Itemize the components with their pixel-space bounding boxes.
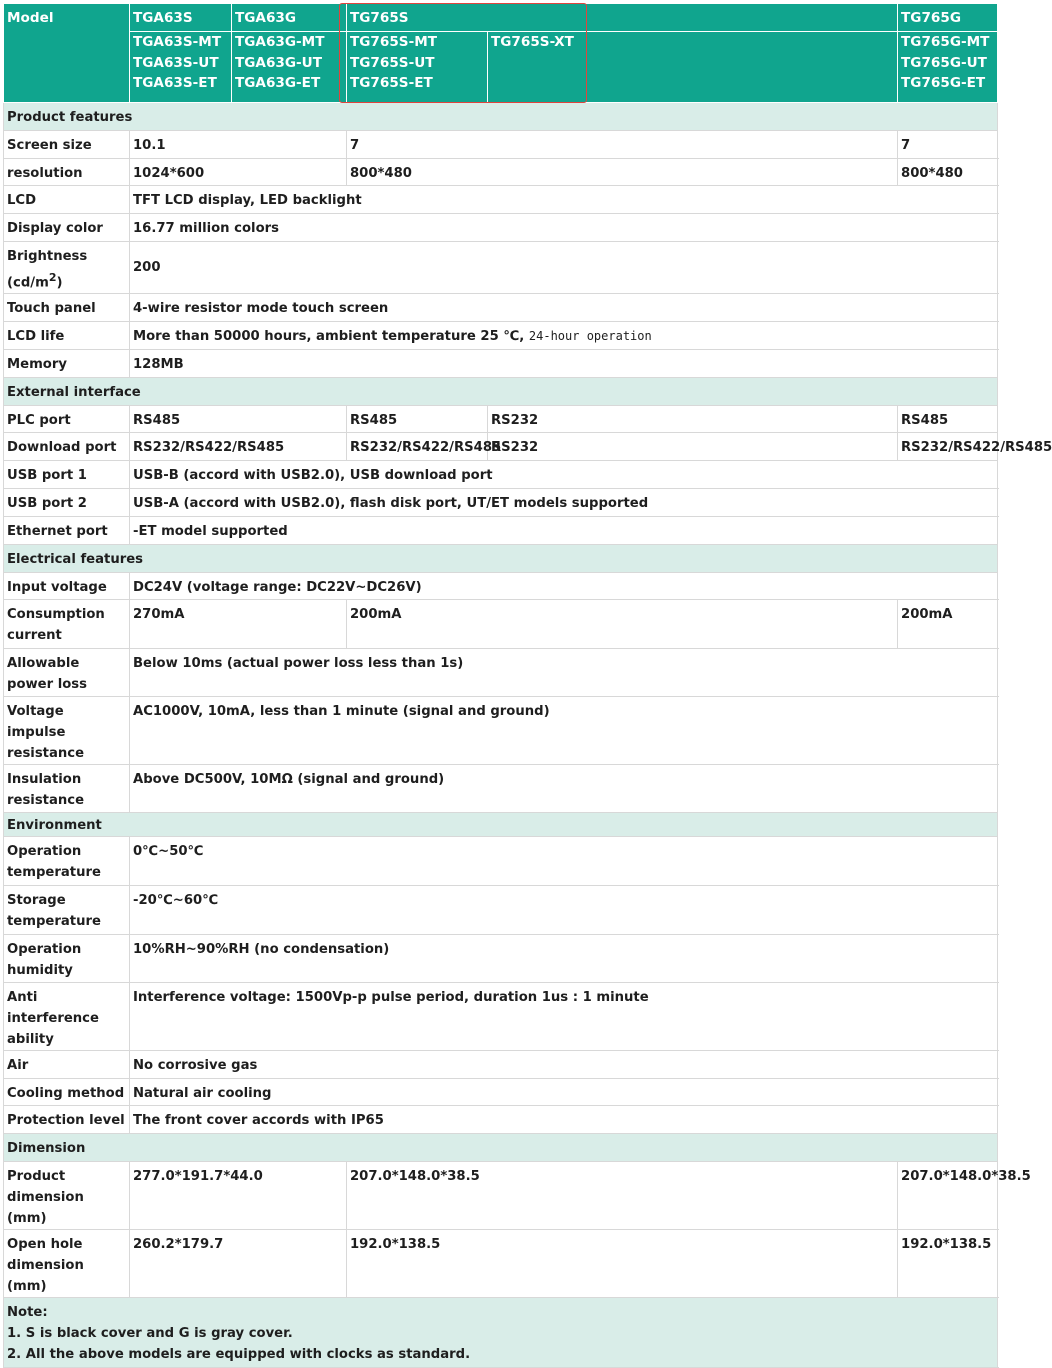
family-tga63s: TGA63S bbox=[130, 4, 232, 32]
cell-value: 200 bbox=[130, 242, 998, 294]
row-label-ethernet-port: Ethernet port bbox=[4, 517, 130, 545]
cell-value: More than 50000 hours, ambient temperature 25 ℃, 24-hour operation bbox=[130, 322, 998, 350]
cell-tg765g: RS485 bbox=[898, 406, 998, 433]
cell-tg765s-xt: RS232 bbox=[488, 433, 898, 461]
row-label-touch-panel: Touch panel bbox=[4, 294, 130, 322]
row-label-download-port: Download port bbox=[4, 433, 130, 461]
cell-tg765g: 192.0*138.5 bbox=[898, 1230, 998, 1298]
row-label-consumption-current: Consumption current bbox=[4, 600, 130, 649]
row-label-allowable-power-loss: Allowable power loss bbox=[4, 649, 130, 697]
model-header: Model bbox=[4, 4, 130, 103]
cell-tg765g: 800*480 bbox=[898, 159, 998, 186]
row-label-operation-humidity: Operation humidity bbox=[4, 935, 130, 983]
cell-tga: 270mA bbox=[130, 600, 347, 649]
cell-tg765s: RS232/RS422/RS485 bbox=[347, 433, 488, 461]
variants-tga63s: TGA63S-MT TGA63S-UT TGA63S-ET bbox=[130, 32, 232, 103]
family-tg765s: TG765S bbox=[347, 4, 898, 32]
note-title: Note: bbox=[7, 1305, 48, 1321]
cell-value: USB-B (accord with USB2.0), USB download port bbox=[130, 461, 998, 489]
cell-value: Below 10ms (actual power loss less than 1s) bbox=[130, 649, 998, 697]
cell-value: DC24V (voltage range: DC22V~DC26V) bbox=[130, 573, 998, 600]
note-line: 1. S is black cover and G is gray cover. bbox=[7, 1326, 293, 1342]
cell-tg765g: 200mA bbox=[898, 600, 998, 649]
cell-value: -20℃~60℃ bbox=[130, 886, 998, 935]
row-label-plc-port: PLC port bbox=[4, 406, 130, 433]
cell-value: Natural air cooling bbox=[130, 1079, 998, 1106]
cell-tga: 1024*600 bbox=[130, 159, 347, 186]
cell-tg765s: 207.0*148.0*38.5 bbox=[347, 1162, 898, 1230]
row-label-resolution: resolution bbox=[4, 159, 130, 186]
row-label-display-color: Display color bbox=[4, 214, 130, 242]
variants-tga63g: TGA63G-MT TGA63G-UT TGA63G-ET bbox=[232, 32, 347, 103]
cell-tg765s: 192.0*138.5 bbox=[347, 1230, 898, 1298]
variants-tg765g: TG765G-MT TG765G-UT TG765G-ET bbox=[898, 32, 998, 103]
section-electrical-features: Electrical features bbox=[4, 545, 998, 573]
variant-tg765s-xt: TG765S-XT bbox=[488, 32, 898, 103]
cell-tga: RS232/RS422/RS485 bbox=[130, 433, 347, 461]
row-label-protection-level: Protection level bbox=[4, 1106, 130, 1134]
row-label-screen-size: Screen size bbox=[4, 131, 130, 159]
cell-tga: RS485 bbox=[130, 406, 347, 433]
cell-value: No corrosive gas bbox=[130, 1051, 998, 1079]
row-label-insulation-resistance: Insulation resistance bbox=[4, 765, 130, 813]
cell-value: -ET model supported bbox=[130, 517, 998, 545]
row-label-cooling-method: Cooling method bbox=[4, 1079, 130, 1106]
cell-tg765s: 200mA bbox=[347, 600, 898, 649]
row-label-brightness: Brightness $(cd/m^2)$ bbox=[4, 242, 130, 294]
row-label-storage-temperature: Storage temperature bbox=[4, 886, 130, 935]
family-tg765g: TG765G bbox=[898, 4, 998, 32]
cell-value: 0℃~50℃ bbox=[130, 837, 998, 886]
spec-table bbox=[3, 3, 1052, 1368]
cell-tg765s: RS485 bbox=[347, 406, 488, 433]
cell-tg765g: 207.0*148.0*38.5 bbox=[898, 1162, 998, 1230]
cell-value: 128MB bbox=[130, 350, 998, 378]
cell-tg765g: 7 bbox=[898, 131, 998, 159]
note-block bbox=[4, 1298, 998, 1368]
cell-tg765g: RS232/RS422/RS485 bbox=[898, 433, 998, 461]
section-dimension: Dimension bbox=[4, 1134, 998, 1162]
cell-tg765s: 800*480 bbox=[347, 159, 898, 186]
cell-value: USB-A (accord with USB2.0), flash disk port, UT/ET models supported bbox=[130, 489, 998, 517]
cell-tga: 10.1 bbox=[130, 131, 347, 159]
row-label-anti-interference: Anti interference ability bbox=[4, 983, 130, 1051]
section-external-interface: External interface bbox=[4, 378, 998, 406]
cell-tga: 277.0*191.7*44.0 bbox=[130, 1162, 347, 1230]
row-label-usb-port-1: USB port 1 bbox=[4, 461, 130, 489]
cell-value: The front cover accords with IP65 bbox=[130, 1106, 998, 1134]
row-label-usb-port-2: USB port 2 bbox=[4, 489, 130, 517]
row-label-open-hole-dimension: Open hole dimension (mm) bbox=[4, 1230, 130, 1298]
cell-tga: 260.2*179.7 bbox=[130, 1230, 347, 1298]
row-label-memory: Memory bbox=[4, 350, 130, 378]
cell-value: 4-wire resistor mode touch screen bbox=[130, 294, 998, 322]
cell-tg765s: 7 bbox=[347, 131, 898, 159]
row-label-air: Air bbox=[4, 1051, 130, 1079]
cell-tg765s-xt: RS232 bbox=[488, 406, 898, 433]
row-label-input-voltage: Input voltage bbox=[4, 573, 130, 600]
row-label-operation-temperature: Operation temperature bbox=[4, 837, 130, 886]
cell-value: Above DC500V, 10MΩ (signal and ground) bbox=[130, 765, 998, 813]
cell-value: 16.77 million colors bbox=[130, 214, 998, 242]
family-tga63g: TGA63G bbox=[232, 4, 347, 32]
section-environment: Environment bbox=[4, 813, 998, 837]
section-product-features: Product features bbox=[4, 103, 998, 131]
cell-value: Interference voltage: 1500Vp-p pulse period, duration 1us : 1 minute bbox=[130, 983, 998, 1051]
cell-value: AC1000V, 10mA, less than 1 minute (signal and ground) bbox=[130, 697, 998, 765]
row-label-lcd: LCD bbox=[4, 186, 130, 214]
note-line: 2. All the above models are equipped with clocks as standard. bbox=[7, 1347, 471, 1363]
variants-tg765s: TG765S-MT TG765S-UT TG765S-ET bbox=[347, 32, 488, 103]
row-label-product-dimension: Product dimension (mm) bbox=[4, 1162, 130, 1230]
row-label-lcd-life: LCD life bbox=[4, 322, 130, 350]
row-label-voltage-impulse-resistance: Voltage impulse resistance bbox=[4, 697, 130, 765]
cell-value: 10%RH~90%RH (no condensation) bbox=[130, 935, 998, 983]
cell-value: TFT LCD display, LED backlight bbox=[130, 186, 998, 214]
